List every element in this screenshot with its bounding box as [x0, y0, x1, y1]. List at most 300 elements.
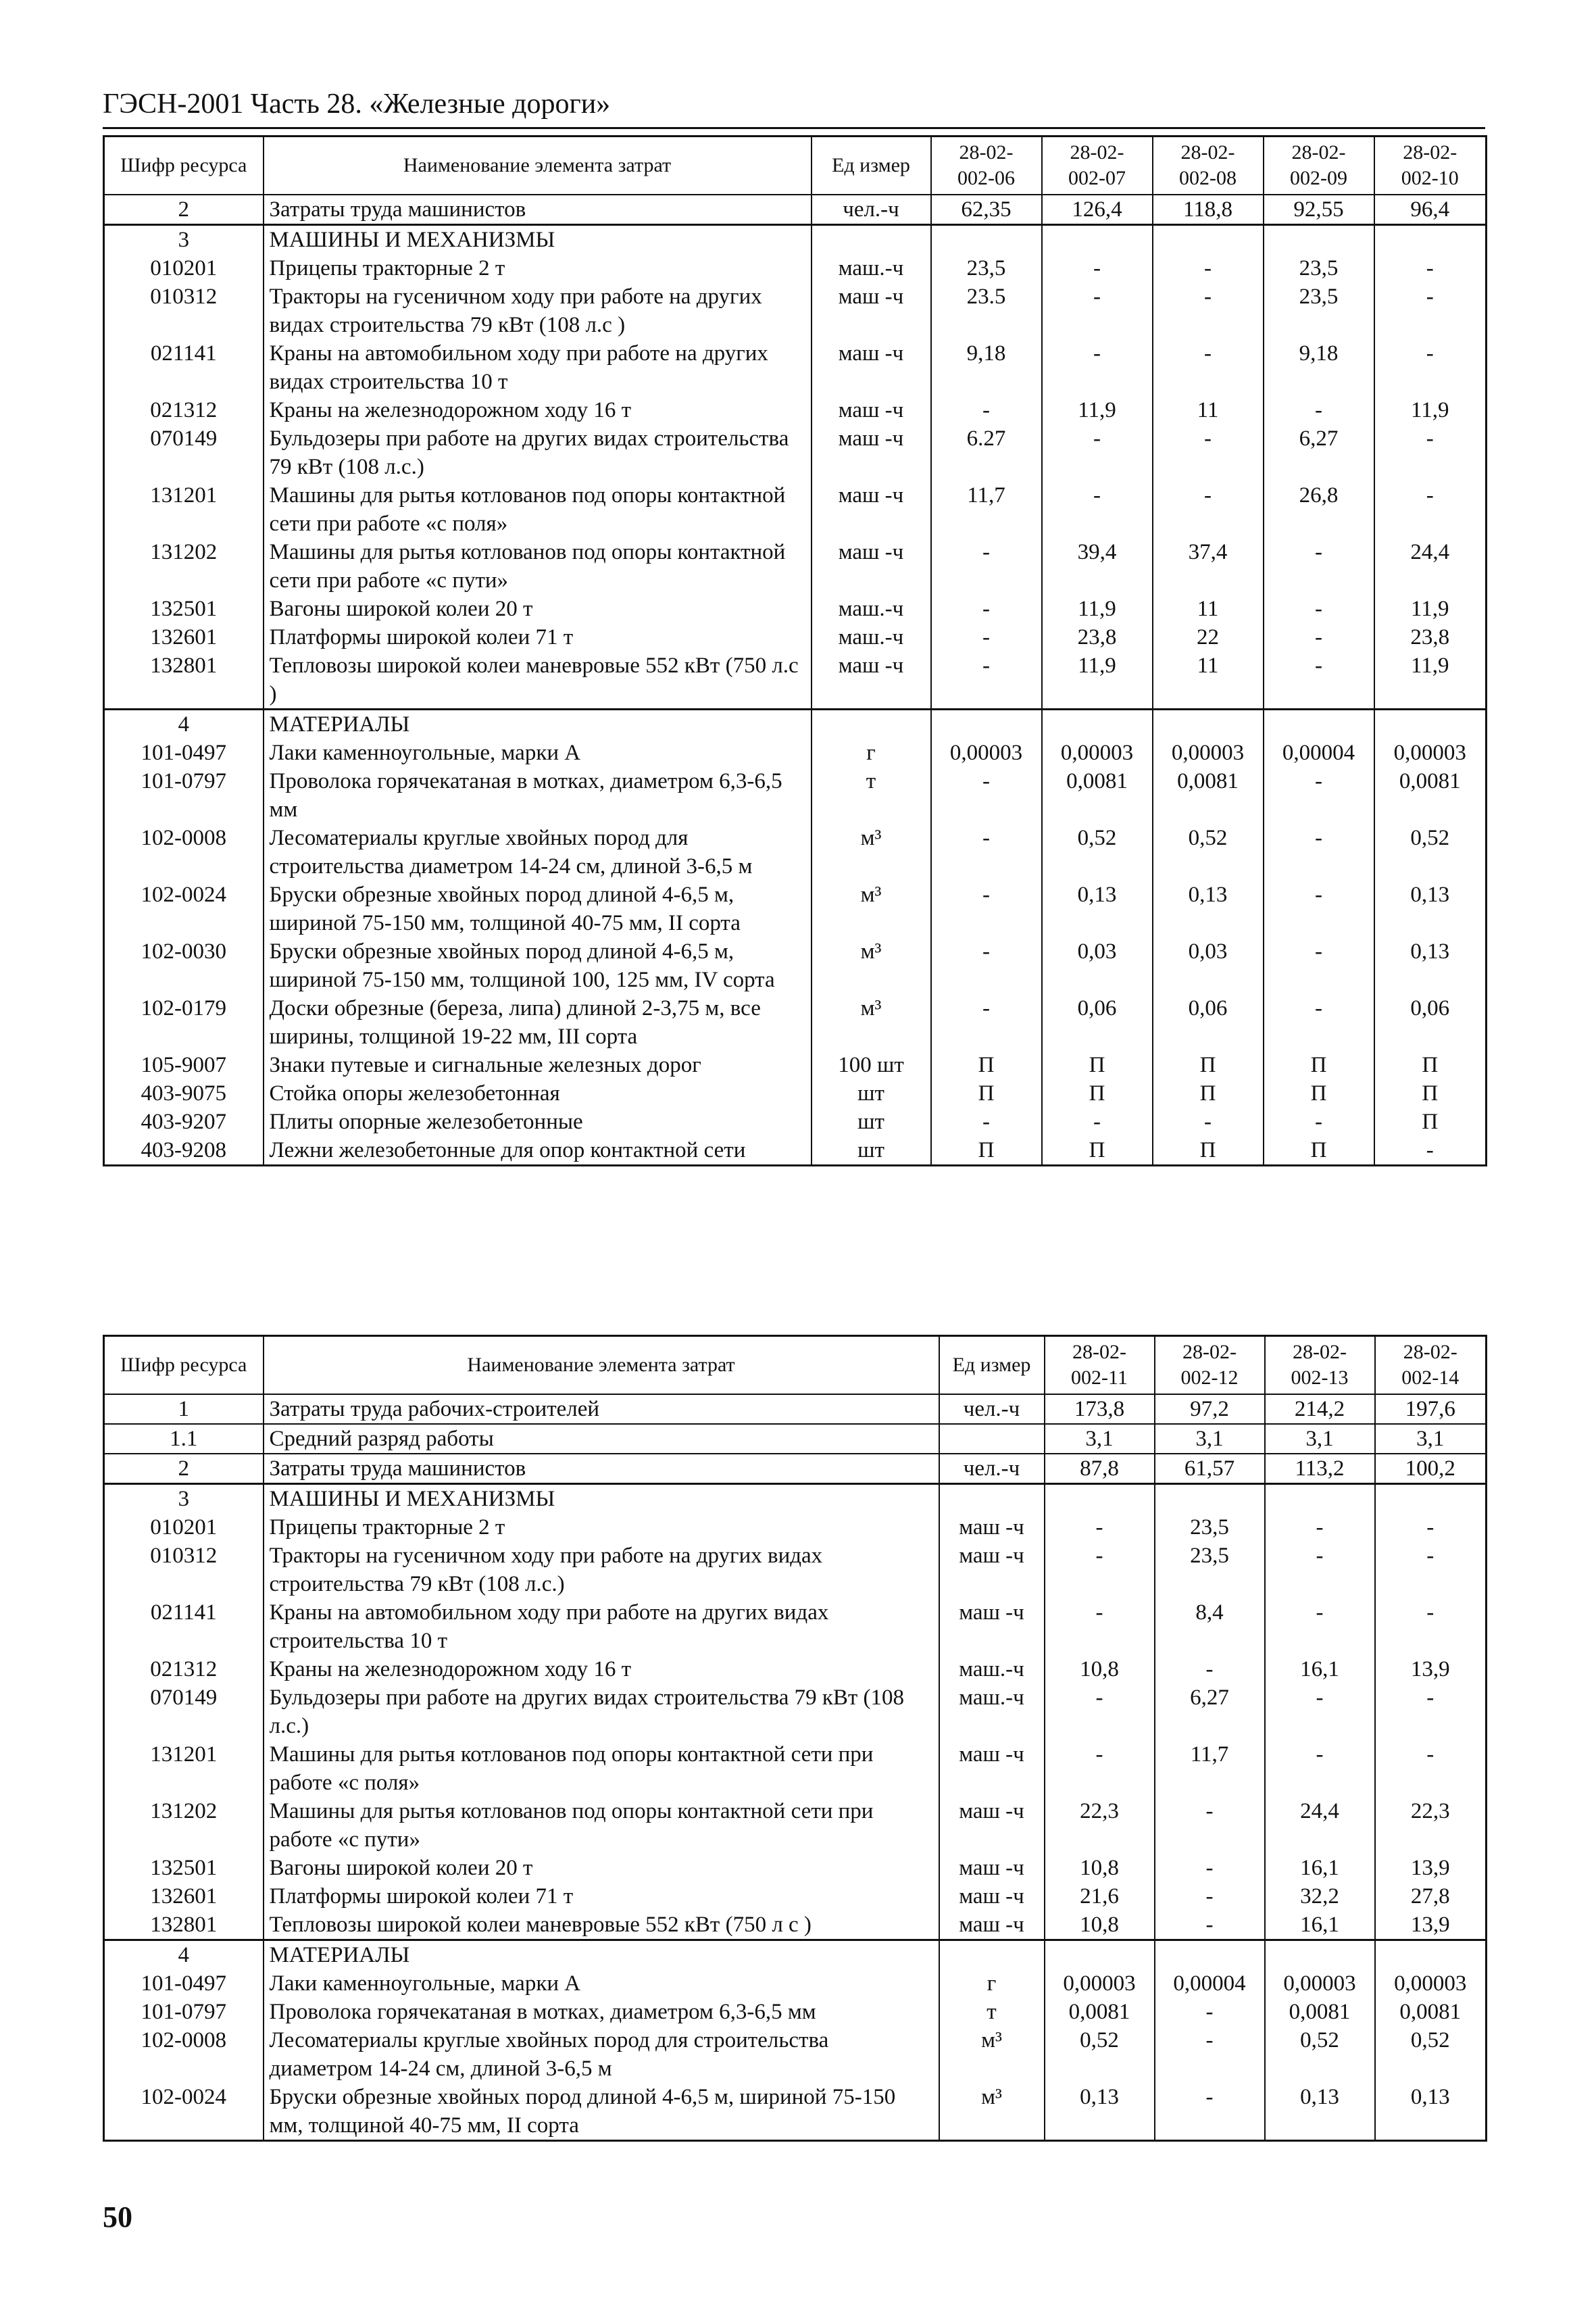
table-row [104, 651, 1487, 710]
value-cell: 11,7 [1155, 1740, 1265, 1797]
unit-cell: м³ [812, 881, 931, 937]
unit-cell: маш -ч [939, 1854, 1045, 1882]
value-cell: П [1374, 1079, 1487, 1108]
unit-cell: м³ [812, 937, 931, 994]
value-cell: 13,9 [1375, 1854, 1487, 1882]
value-cell: - [1155, 1998, 1265, 2026]
resource-code: 2 [104, 195, 264, 225]
value-cell: - [1375, 1683, 1487, 1740]
value-cell [931, 225, 1042, 255]
unit-cell: чел.-ч [939, 1394, 1045, 1424]
value-cell: П [1264, 1079, 1374, 1108]
value-cell: 23,5 [931, 254, 1042, 282]
unit-cell: маш.-ч [939, 1655, 1045, 1683]
resource-code: 131202 [104, 538, 264, 595]
resource-code: 102-0008 [104, 2026, 264, 2083]
table-row [104, 1797, 1487, 1854]
value-cell: 16,1 [1265, 1911, 1375, 1940]
value-cell: - [1042, 254, 1153, 282]
value-cell: 0,13 [1375, 2083, 1487, 2141]
resource-name: Знаки путевые и сигнальные железных дорог [264, 1051, 812, 1079]
unit-cell: маш -ч [812, 538, 931, 595]
value-cell: 0,0081 [1374, 767, 1487, 824]
value-cell [1045, 1940, 1155, 1970]
value-cell [1155, 1940, 1265, 1970]
value-cell: 3,1 [1155, 1424, 1265, 1454]
value-cell: 27,8 [1375, 1882, 1487, 1911]
table-row [104, 1854, 1487, 1882]
value-cell: 0,52 [1374, 824, 1487, 881]
value-cell: - [1042, 339, 1153, 396]
value-cell: - [1264, 767, 1374, 824]
value-cell: П [931, 1079, 1042, 1108]
resource-code: 132501 [104, 595, 264, 623]
unit-cell: маш -ч [812, 339, 931, 396]
value-cell: 10,8 [1045, 1854, 1155, 1882]
resource-name: Бруски обрезные хвойных пород длиной 4-6,5 м, шириной 75-150 мм, толщиной 100, 125 мм, IV сорта [264, 937, 812, 994]
value-cell: 0,0081 [1265, 1998, 1375, 2026]
value-cell: 113,2 [1265, 1454, 1375, 1484]
value-cell: - [1265, 1542, 1375, 1598]
resource-name: Краны на автомобильном ходу при работе на других видах строительства 10 т [264, 1598, 939, 1655]
value-cell: 0,00003 [1375, 1969, 1487, 1998]
resource-code: 102-0179 [104, 994, 264, 1051]
table-row [104, 2026, 1487, 2083]
value-cell: 24,4 [1374, 538, 1487, 595]
value-cell: 0,0081 [1153, 767, 1264, 824]
resource-code: 403-9207 [104, 1108, 264, 1136]
value-cell: 23,5 [1155, 1542, 1265, 1598]
value-cell: - [1264, 994, 1374, 1051]
unit-cell: чел.-ч [812, 195, 931, 225]
value-cell: - [1153, 481, 1264, 538]
table-header-row [104, 1336, 1487, 1395]
value-cell [1042, 710, 1153, 739]
value-cell: 0,03 [1042, 937, 1153, 994]
table-row [104, 1424, 1487, 1454]
resource-name: Стойка опоры железобетонная [264, 1079, 812, 1108]
value-cell: - [1265, 1683, 1375, 1740]
resource-name: МАШИНЫ И МЕХАНИЗМЫ [264, 1484, 939, 1514]
value-cell: 23,5 [1155, 1513, 1265, 1542]
table-row [104, 881, 1487, 937]
unit-cell: т [812, 767, 931, 824]
table-row [104, 937, 1487, 994]
resource-name: Проволока горячекатаная в мотках, диаметром 6,3-6,5 мм [264, 767, 812, 824]
value-cell: - [1045, 1598, 1155, 1655]
value-cell: - [931, 767, 1042, 824]
value-cell: 11 [1153, 651, 1264, 710]
resource-name: Машины для рытья котлованов под опоры контактной сети при работе «с поля» [264, 481, 812, 538]
col-header-value: 28-02- 002-12 [1155, 1336, 1265, 1395]
value-cell [1374, 225, 1487, 255]
resource-code: 102-0030 [104, 937, 264, 994]
value-cell: 0,03 [1153, 937, 1264, 994]
value-cell: П [1153, 1051, 1264, 1079]
value-cell: 0,00004 [1264, 739, 1374, 767]
value-cell: 0,00003 [1045, 1969, 1155, 1998]
value-cell: П [931, 1051, 1042, 1079]
unit-cell: м³ [939, 2083, 1045, 2141]
value-cell: 6.27 [931, 424, 1042, 481]
value-cell: 11,7 [931, 481, 1042, 538]
value-cell: - [1374, 1136, 1487, 1166]
resource-code: 2 [104, 1454, 264, 1484]
resource-code: 132501 [104, 1854, 264, 1882]
value-cell: 11,9 [1042, 595, 1153, 623]
value-cell: 87,8 [1045, 1454, 1155, 1484]
value-cell: - [1375, 1598, 1487, 1655]
table-row [104, 1542, 1487, 1598]
value-cell: 16,1 [1265, 1655, 1375, 1683]
value-cell: - [931, 595, 1042, 623]
value-cell: 23,5 [1264, 282, 1374, 339]
resource-name: Тепловозы широкой колеи маневровые 552 кВт (750 л.с ) [264, 651, 812, 710]
table-row [104, 1655, 1487, 1683]
value-cell: 0,06 [1153, 994, 1264, 1051]
value-cell: - [1153, 339, 1264, 396]
value-cell: 39,4 [1042, 538, 1153, 595]
value-cell: 0,13 [1374, 881, 1487, 937]
unit-cell: шт [812, 1108, 931, 1136]
value-cell: 0,52 [1265, 2026, 1375, 2083]
value-cell: П [1264, 1136, 1374, 1166]
resource-code: 1 [104, 1394, 264, 1424]
unit-cell: маш -ч [939, 1542, 1045, 1598]
value-cell: - [1155, 2026, 1265, 2083]
table-row [104, 1108, 1487, 1136]
resource-code: 101-0797 [104, 767, 264, 824]
resource-code: 3 [104, 1484, 264, 1514]
resource-name: Тепловозы широкой колеи маневровые 552 кВт (750 л с ) [264, 1911, 939, 1940]
resource-code: 101-0497 [104, 1969, 264, 1998]
value-cell: 0,13 [1374, 937, 1487, 994]
value-cell: 21,6 [1045, 1882, 1155, 1911]
value-cell: - [1155, 1854, 1265, 1882]
value-cell: 0,13 [1153, 881, 1264, 937]
value-cell: - [1155, 1655, 1265, 1683]
table-row [104, 1394, 1487, 1424]
table-row [104, 1051, 1487, 1079]
value-cell: П [1042, 1051, 1153, 1079]
value-cell: - [931, 937, 1042, 994]
unit-cell: маш -ч [812, 282, 931, 339]
value-cell: - [1153, 1108, 1264, 1136]
value-cell: П [1042, 1079, 1153, 1108]
value-cell: П [1264, 1051, 1374, 1079]
col-header-value: 28-02- 002-06 [931, 137, 1042, 195]
resource-code: 010201 [104, 1513, 264, 1542]
resource-name: Лежни железобетонные для опор контактной сети [264, 1136, 812, 1166]
unit-cell: маш.-ч [812, 254, 931, 282]
table-row [104, 824, 1487, 881]
value-cell: - [931, 396, 1042, 424]
value-cell: - [1155, 1882, 1265, 1911]
table-row [104, 623, 1487, 651]
resource-code: 102-0024 [104, 881, 264, 937]
table-row [104, 339, 1487, 396]
value-cell [1265, 1484, 1375, 1514]
value-cell: 11,9 [1374, 595, 1487, 623]
resource-code: 010312 [104, 282, 264, 339]
value-cell: - [931, 994, 1042, 1051]
value-cell [1375, 1484, 1487, 1514]
table-row [104, 767, 1487, 824]
resource-name: Лаки каменноугольные, марки А [264, 739, 812, 767]
resource-code: 403-9208 [104, 1136, 264, 1166]
col-header-name: Наименование элемента затрат [264, 1336, 939, 1395]
value-cell: 10,8 [1045, 1655, 1155, 1683]
resource-name: Машины для рытья котлованов под опоры контактной сети при работе «с пути» [264, 538, 812, 595]
page-number: 50 [103, 2200, 132, 2234]
value-cell: - [1265, 1740, 1375, 1797]
value-cell: 23,5 [1264, 254, 1374, 282]
value-cell: 11,9 [1374, 396, 1487, 424]
resource-code: 4 [104, 710, 264, 739]
value-cell: - [931, 1108, 1042, 1136]
value-cell: - [1264, 595, 1374, 623]
section-row [104, 710, 1487, 739]
value-cell: 0,0081 [1045, 1998, 1155, 2026]
resource-code: 131201 [104, 481, 264, 538]
resource-code: 021141 [104, 339, 264, 396]
value-cell: 0,13 [1042, 881, 1153, 937]
unit-cell: чел.-ч [939, 1454, 1045, 1484]
col-header-value: 28-02- 002-09 [1264, 137, 1374, 195]
value-cell: 0,00003 [1374, 739, 1487, 767]
resource-code: 010312 [104, 1542, 264, 1598]
unit-cell: маш -ч [939, 1513, 1045, 1542]
unit-cell: маш.-ч [812, 623, 931, 651]
resource-name: Лесоматериалы круглые хвойных пород для строительства диаметром 14-24 см, длиной 3-6,5 м [264, 824, 812, 881]
value-cell: - [1375, 1542, 1487, 1598]
resource-name: Лесоматериалы круглые хвойных пород для строительства диаметром 14-24 см, длиной 3-6,5 м [264, 2026, 939, 2083]
resource-name: МАШИНЫ И МЕХАНИЗМЫ [264, 225, 812, 255]
resource-code: 132601 [104, 1882, 264, 1911]
value-cell: 62,35 [931, 195, 1042, 225]
resource-name: Машины для рытья котлованов под опоры контактной сети при работе «с поля» [264, 1740, 939, 1797]
value-cell: 0,00003 [1265, 1969, 1375, 1998]
unit-cell [939, 1484, 1045, 1514]
value-cell: - [1042, 1108, 1153, 1136]
section-row [104, 225, 1487, 255]
table-row [104, 282, 1487, 339]
value-cell: 0,06 [1374, 994, 1487, 1051]
value-cell: 13,9 [1375, 1911, 1487, 1940]
resource-name: Плиты опорные железобетонные [264, 1108, 812, 1136]
value-cell: 0,13 [1265, 2083, 1375, 2141]
value-cell: 96,4 [1374, 195, 1487, 225]
value-cell: - [1375, 1513, 1487, 1542]
unit-cell: т [939, 1998, 1045, 2026]
table-row [104, 1740, 1487, 1797]
table-row [104, 1136, 1487, 1166]
table-row [104, 1079, 1487, 1108]
value-cell: 16,1 [1265, 1854, 1375, 1882]
value-cell: 23,8 [1374, 623, 1487, 651]
resource-name: МАТЕРИАЛЫ [264, 710, 812, 739]
unit-cell: м³ [812, 824, 931, 881]
value-cell: 22,3 [1045, 1797, 1155, 1854]
unit-cell: шт [812, 1136, 931, 1166]
resource-name: Затраты труда машинистов [264, 1454, 939, 1484]
unit-cell: маш -ч [939, 1882, 1045, 1911]
value-cell: 0,00003 [1153, 739, 1264, 767]
value-cell [1045, 1484, 1155, 1514]
resource-code: 102-0024 [104, 2083, 264, 2141]
value-cell: 0,00003 [931, 739, 1042, 767]
value-cell: - [1153, 424, 1264, 481]
value-cell: 0,52 [1153, 824, 1264, 881]
value-cell: 37,4 [1153, 538, 1264, 595]
resource-name: Бульдозеры при работе на других видах строительства 79 кВт (108 л.с.) [264, 1683, 939, 1740]
value-cell: - [1045, 1513, 1155, 1542]
value-cell: 22 [1153, 623, 1264, 651]
value-cell: - [1374, 254, 1487, 282]
resource-code: 132801 [104, 1911, 264, 1940]
table-header-row [104, 137, 1487, 195]
table-row [104, 1598, 1487, 1655]
unit-cell: маш.-ч [812, 595, 931, 623]
col-header-value: 28-02- 002-08 [1153, 137, 1264, 195]
value-cell: - [1045, 1542, 1155, 1598]
value-cell: - [1042, 282, 1153, 339]
value-cell: - [1153, 254, 1264, 282]
value-cell: - [1155, 1797, 1265, 1854]
resource-name: Бруски обрезные хвойных пород длиной 4-6,5 м, шириной 75-150 мм, толщиной 40-75 мм, II сорта [264, 881, 812, 937]
resource-name: Бруски обрезные хвойных пород длиной 4-6,5 м, шириной 75-150 мм, толщиной 40-75 мм, II сорта [264, 2083, 939, 2141]
value-cell: П [1153, 1136, 1264, 1166]
table-body [104, 1394, 1487, 2141]
value-cell: 100,2 [1375, 1454, 1487, 1484]
value-cell: - [931, 651, 1042, 710]
unit-cell: маш -ч [812, 396, 931, 424]
table-row [104, 1911, 1487, 1940]
value-cell: П [931, 1136, 1042, 1166]
value-cell [931, 710, 1042, 739]
value-cell: 11,9 [1042, 651, 1153, 710]
resource-name: МАТЕРИАЛЫ [264, 1940, 939, 1970]
value-cell: - [1042, 481, 1153, 538]
value-cell: - [1264, 881, 1374, 937]
table-row [104, 538, 1487, 595]
value-cell: 0,52 [1375, 2026, 1487, 2083]
value-cell: 214,2 [1265, 1394, 1375, 1424]
unit-cell: маш.-ч [939, 1683, 1045, 1740]
value-cell: - [1264, 538, 1374, 595]
value-cell: - [1264, 937, 1374, 994]
value-cell: 3,1 [1045, 1424, 1155, 1454]
col-header-value: 28-02- 002-13 [1265, 1336, 1375, 1395]
value-cell: 24,4 [1265, 1797, 1375, 1854]
page-header: ГЭСН-2001 Часть 28. «Железные дороги» [103, 87, 1485, 129]
resource-name: Платформы широкой колеи 71 т [264, 1882, 939, 1911]
table-row [104, 195, 1487, 225]
resource-name: Бульдозеры при работе на других видах строительства 79 кВт (108 л.с.) [264, 424, 812, 481]
unit-cell: маш -ч [939, 1740, 1045, 1797]
col-header-value: 28-02- 002-07 [1042, 137, 1153, 195]
value-cell: 13,9 [1375, 1655, 1487, 1683]
col-header-code: Шифр ресурса [104, 137, 264, 195]
unit-cell: г [939, 1969, 1045, 1998]
resource-code: 132601 [104, 623, 264, 651]
value-cell [1374, 710, 1487, 739]
resource-code: 105-9007 [104, 1051, 264, 1079]
value-cell: 0,52 [1042, 824, 1153, 881]
value-cell: - [1264, 1108, 1374, 1136]
value-cell: - [1265, 1598, 1375, 1655]
resource-name: Прицепы тракторные 2 т [264, 1513, 939, 1542]
value-cell: - [1153, 282, 1264, 339]
value-cell [1153, 710, 1264, 739]
value-cell: 11 [1153, 595, 1264, 623]
col-header-value: 28-02- 002-10 [1374, 137, 1487, 195]
value-cell: 0,52 [1045, 2026, 1155, 2083]
value-cell: - [1042, 424, 1153, 481]
value-cell: - [1264, 623, 1374, 651]
value-cell: - [1375, 1740, 1487, 1797]
value-cell: - [1264, 651, 1374, 710]
value-cell: - [931, 623, 1042, 651]
col-header-unit: Ед измер [939, 1336, 1045, 1395]
resource-code: 3 [104, 225, 264, 255]
value-cell: 126,4 [1042, 195, 1153, 225]
resource-code: 101-0797 [104, 1998, 264, 2026]
unit-cell: маш -ч [939, 1598, 1045, 1655]
resource-code: 021141 [104, 1598, 264, 1655]
unit-cell: маш -ч [939, 1797, 1045, 1854]
resource-name: Тракторы на гусеничном ходу при работе на других видах строительства 79 кВт (108 л.с ) [264, 282, 812, 339]
unit-cell [939, 1940, 1045, 1970]
value-cell [1264, 710, 1374, 739]
resource-code: 1.1 [104, 1424, 264, 1454]
unit-cell [939, 1424, 1045, 1454]
unit-cell: маш -ч [812, 651, 931, 710]
value-cell [1264, 225, 1374, 255]
value-cell: - [931, 881, 1042, 937]
resource-code: 010201 [104, 254, 264, 282]
resource-table-1 [103, 135, 1487, 1166]
value-cell: - [1264, 396, 1374, 424]
value-cell: 0,13 [1045, 2083, 1155, 2141]
resource-name: Затраты труда машинистов [264, 195, 812, 225]
resource-name: Краны на железнодорожном ходу 16 т [264, 396, 812, 424]
table-row [104, 1998, 1487, 2026]
table-row [104, 424, 1487, 481]
table-row [104, 1513, 1487, 1542]
resource-name: Машины для рытья котлованов под опоры контактной сети при работе «с пути» [264, 1797, 939, 1854]
value-cell [1155, 1484, 1265, 1514]
value-cell: - [1045, 1740, 1155, 1797]
value-cell: 3,1 [1265, 1424, 1375, 1454]
value-cell: 118,8 [1153, 195, 1264, 225]
resource-name: Вагоны широкой колеи 20 т [264, 595, 812, 623]
value-cell: 197,6 [1375, 1394, 1487, 1424]
resource-name: Краны на автомобильном ходу при работе на других видах строительства 10 т [264, 339, 812, 396]
unit-cell: маш -ч [939, 1911, 1045, 1940]
value-cell: - [931, 824, 1042, 881]
resource-name: Тракторы на гусеничном ходу при работе на других видах строительства 79 кВт (108 л.с.) [264, 1542, 939, 1598]
section-row [104, 1484, 1487, 1514]
value-cell: П [1374, 1051, 1487, 1079]
resource-name: Доски обрезные (береза, липа) длиной 2-3,75 м, все ширины, толщиной 19-22 мм, III сорта [264, 994, 812, 1051]
resource-name: Средний разряд работы [264, 1424, 939, 1454]
resource-code: 131202 [104, 1797, 264, 1854]
resource-code: 070149 [104, 1683, 264, 1740]
value-cell: 9,18 [1264, 339, 1374, 396]
table-row [104, 739, 1487, 767]
resource-code: 101-0497 [104, 739, 264, 767]
